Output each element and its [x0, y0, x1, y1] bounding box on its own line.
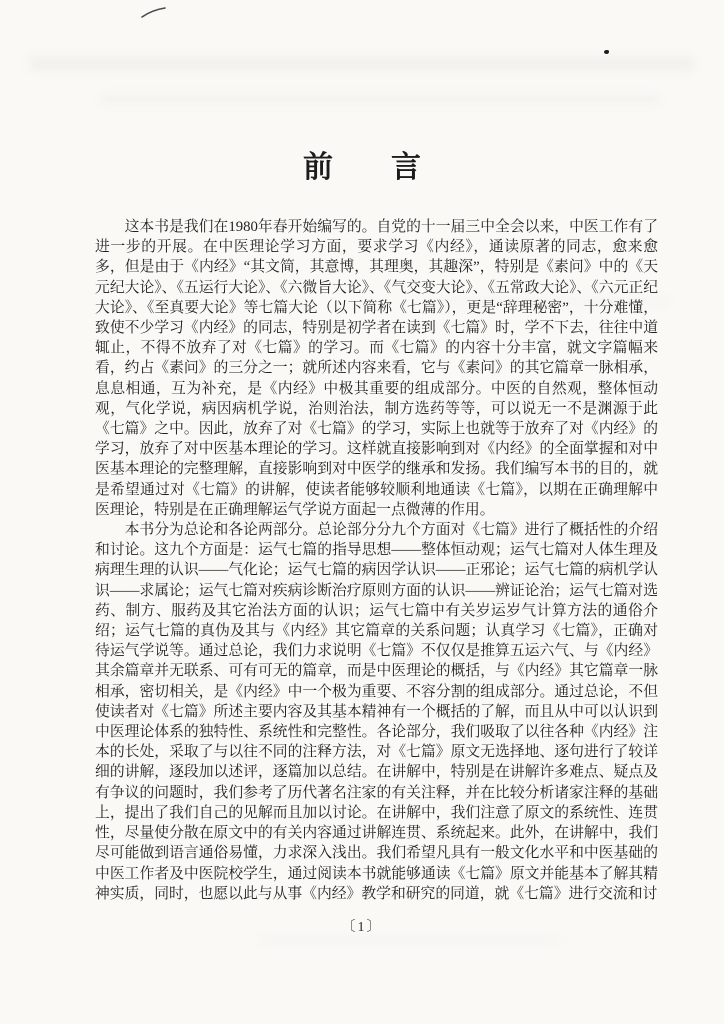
scan-smudge [30, 56, 694, 71]
scan-smudge [100, 94, 660, 104]
page-number: 〔1〕 [341, 920, 383, 935]
preface-paragraph-1: 这本书是我们在1980年春开始编写的。自党的十一届三中全会以来，中医工作有了进一步的开展。在中医理论学习方面，要求学习《内经》，通读原著的同志，愈来愈多，但是由于《内经》“其文简，其意博，其理奥，其趣深”，特别是《素问》中的《天元纪大论》、《五运行大论》、《六微旨大论》、《气交变大论》、《五常政大论》、《六元正纪大论》、《至真要大论》等七篇大论（以下简称《七篇》），更是“辞理秘密”，十分难懂，致使不少学习《内经》的同志，特别是初学者在读到《七篇》时，学不下去，往往中道辄止，不得不放弃了对《七篇》的学习。而《七篇》的内容十分丰富，就文字篇幅来看，约占《素问》的三分之一；就所述内容来看，它与《素问》的其它篇章一脉相承，息息相通，互为补充，是《内经》中极其重要的组成部分。中医的自然观，整体恒动观，气化学说，病因病机学说，治则治法，制方选药等等，可以说无一不是渊源于此《七篇》之中。因此，放弃了对《七篇》的学习，实际上也就等于放弃了对《内经》的学习，放弃了对中医基本理论的学习。这样就直接影响到对《内经》的全面掌握和对中医基本理论的完整理解，直接影响到对中医学的继承和发扬。我们编写本书的目的，就是希望通过对《七篇》的讲解，使读者能够较顺利地通读《七篇》，以期在正确理解中医理论，特别是在正确理解运气学说方面起一点微薄的作用。 [95, 219, 658, 518]
scan-smudge [260, 935, 560, 945]
title-char-second: 言 [391, 151, 421, 184]
ink-dot-artifact [604, 50, 609, 54]
pen-mark-artifact [140, 5, 168, 21]
preface-body [95, 217, 658, 904]
preface-paragraph-2: 本书分为总论和各论两部分。总论部分分九个方面对《七篇》进行了概括性的介绍和讨论。这九个方面是：运气七篇的指导思想——整体恒动观；运气七篇对人体生理及病理生理的认识——气化论；运气七篇的病因学认识——正邪论；运气七篇的病机学认识——求属论；运气七篇对疾病诊断治疗原则方面的认识——辨证论治；运气七篇对选药、制方、服药及其它治法方面的认识；运气七篇中有关岁运岁气计算方法的通俗介绍；运气七篇的真伪及其与《内经》其它篇章的关系问题；认真学习《七篇》，正确对待运气学说等。通过总论，我们力求说明《七篇》不仅仅是推算五运六气、与《内经》其余篇章并无联系、可有可无的篇章，而是中医理论的概括，与《内经》其它篇章一脉相承，密切相关，是《内经》中一个极为重要、不容分割的组成部分。通过总论，不但使读者对《七篇》所述主要内容及其基本精神有一个概括的了解，而且从中可以认识到中医理论体系的独特性、系统性和完整性。各论部分，我们吸取了以往各种《内经》注本的长处，采取了与以往不同的注释方法，对《七篇》原文无选择地、逐句进行了较详细的讲解，逐段加以述评，逐篇加以总结。在讲解中，特别是在讲解许多难点、疑点及有争议的问题时，我们参考了历代著名注家的有关注释，并在比较分析诸家注释的基础上，提出了我们自己的见解而且加以讨论。在讲解中，我们注意了原文的系统性、连贯性，尽量使分散在原文中的有关内容通过讲解连贯、系统起来。此外，在讲解中，我们尽可能做到语言通俗易懂，力求深入浅出。我们希望凡具有一般文化水平和中医基础的中医工作者及中医院校学生，通过阅读本书就能够通读《七篇》原文并能基本了解其精神实质，同时，也愿以此与从事《内经》教学和研究的同道，就《七篇》进行交流和讨 [95, 522, 658, 902]
page-title [0, 150, 724, 186]
title-char-first: 前 [303, 151, 333, 184]
